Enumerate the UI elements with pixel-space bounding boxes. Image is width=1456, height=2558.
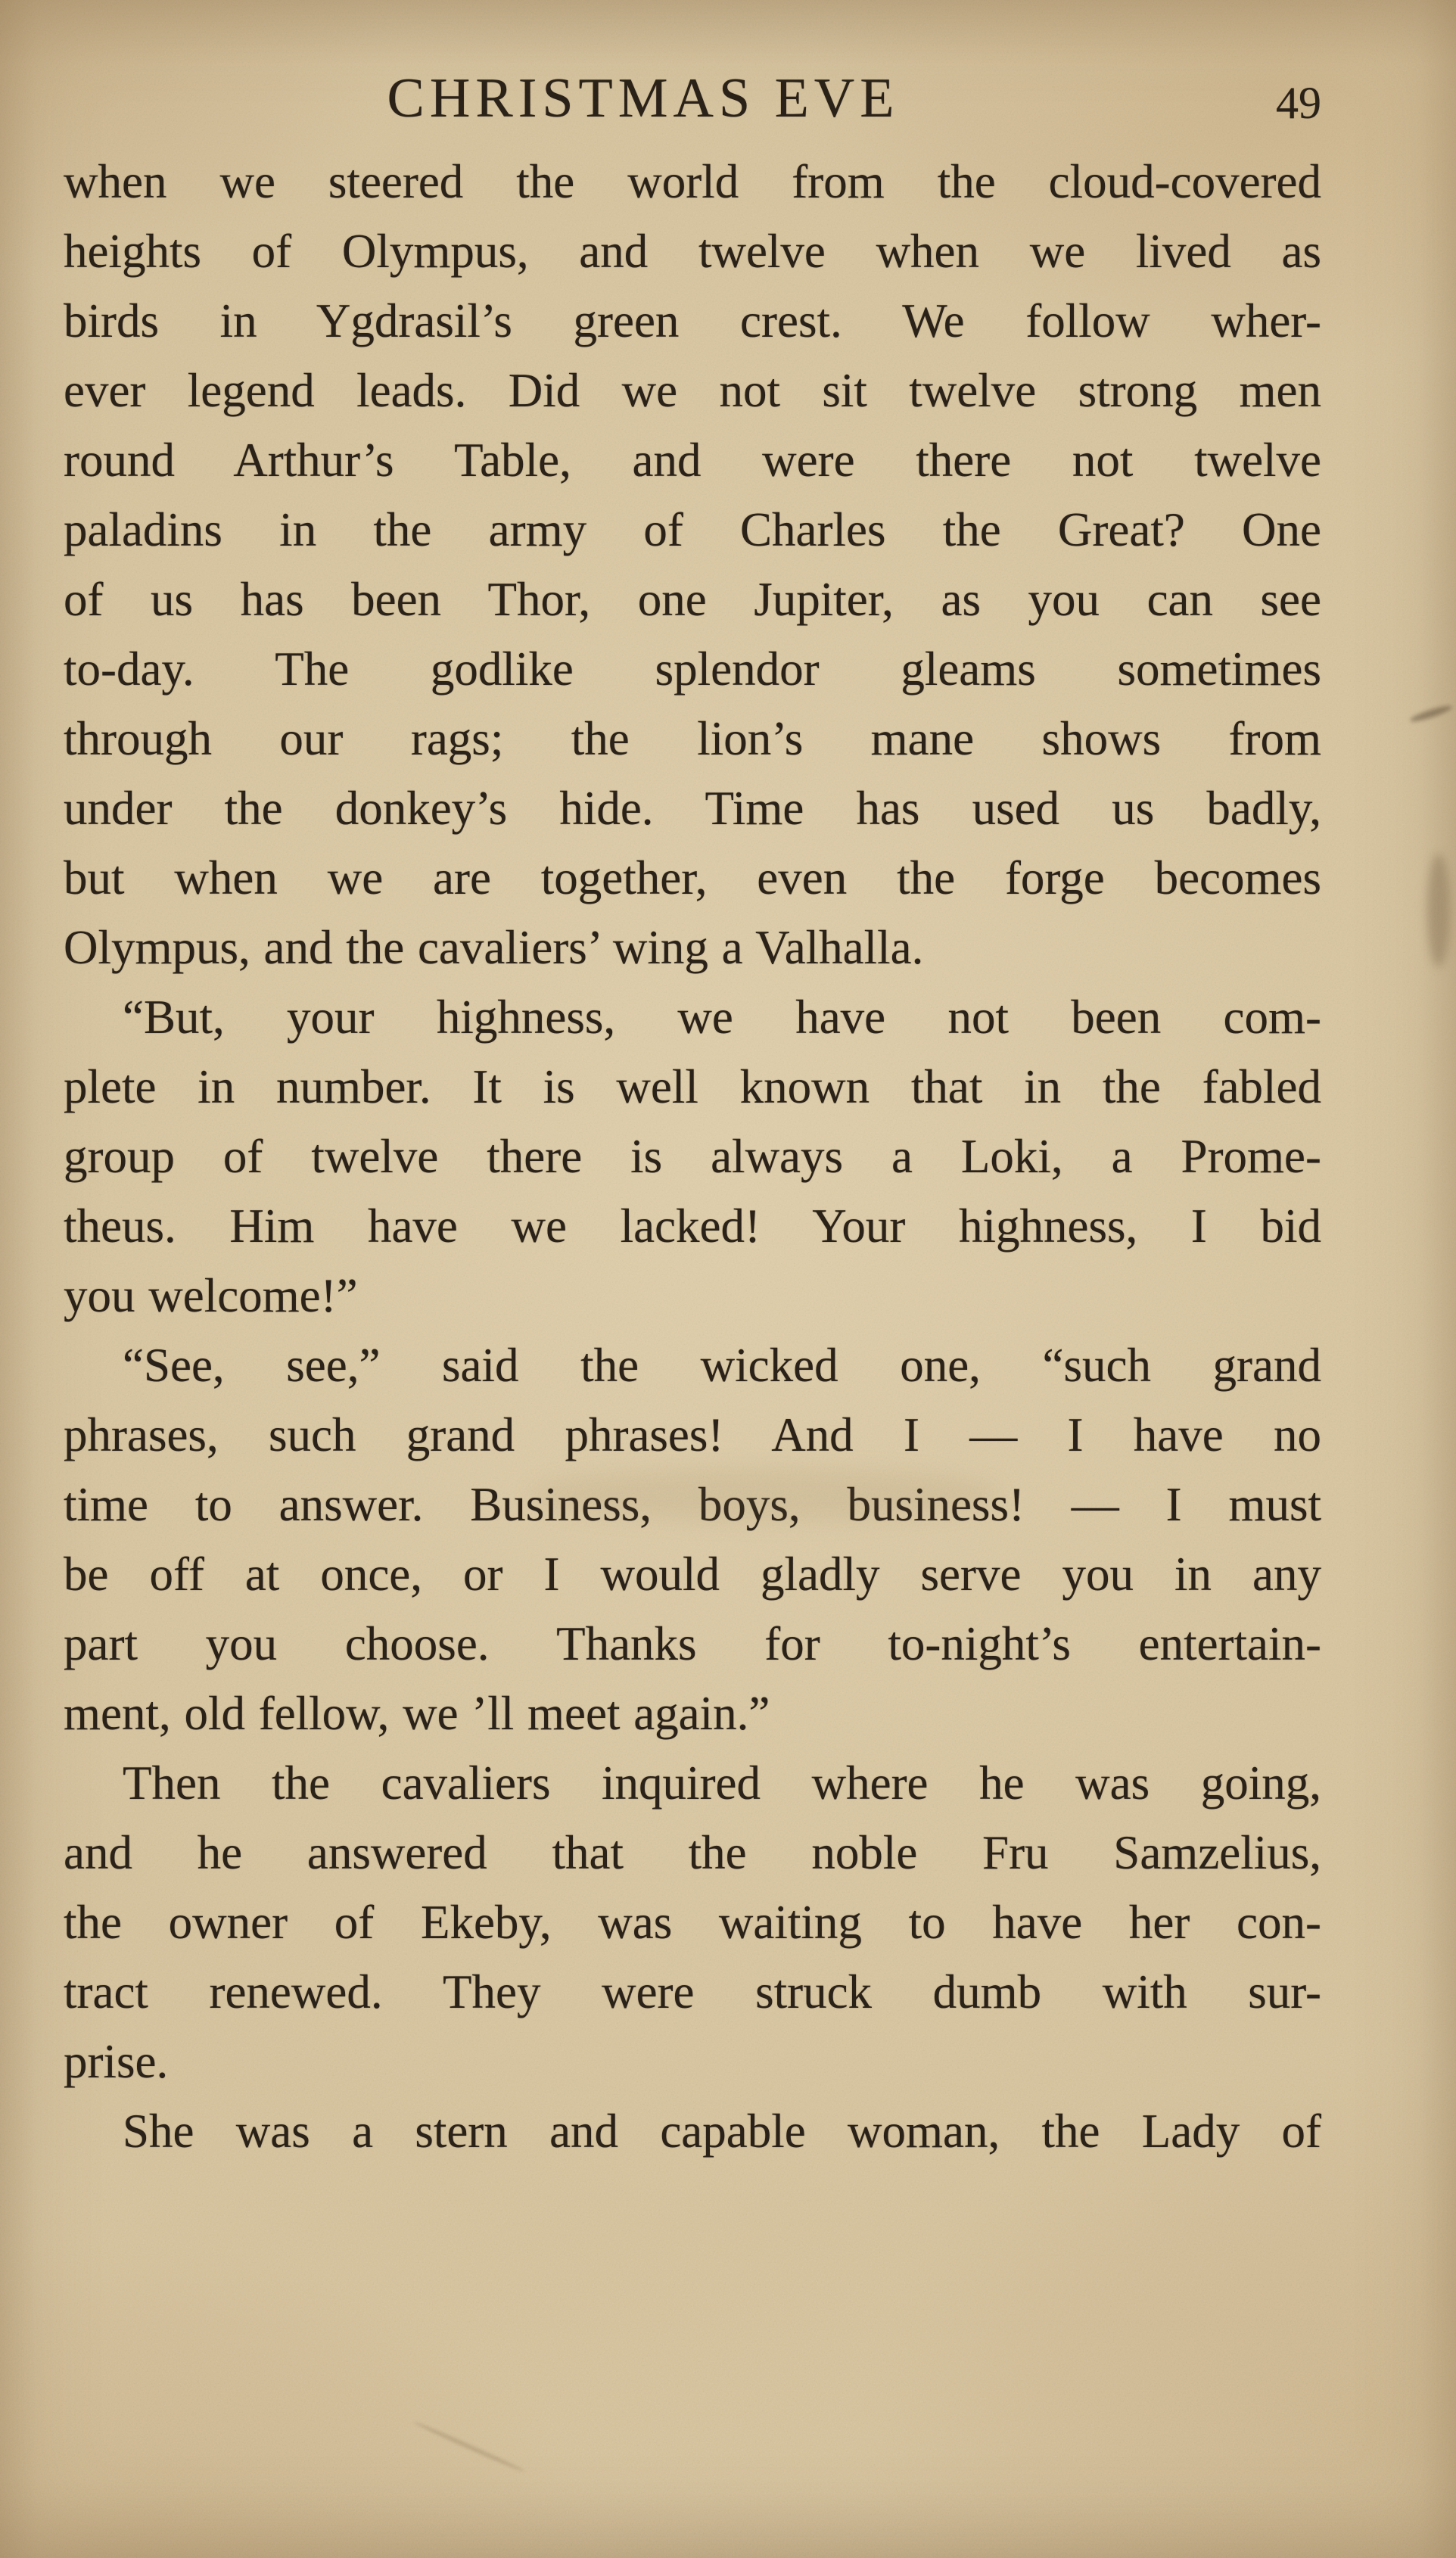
text-line: time to answer. Business, boys, business! — I must	[64, 1478, 1321, 1531]
page-edge-shadow	[1427, 854, 1450, 967]
text-line: round Arthur’s Table, and were there not twelve	[64, 434, 1321, 487]
text-line: tract renewed. They were struck dumb with sur-	[64, 1965, 1321, 2018]
text-line: through our rags; the lion’s mane shows from	[64, 712, 1321, 765]
text-line: paladins in the army of Charles the Great? One	[64, 503, 1321, 556]
text-line: but when we are together, even the forge becomes	[64, 851, 1321, 904]
ink-smudge	[1409, 703, 1453, 724]
text-line: part you choose. Thanks for to-night’s entertain-	[64, 1617, 1321, 1670]
text-line: birds in Ygdrasil’s green crest. We follow wher-	[64, 294, 1321, 347]
text-line: under the donkey’s hide. Time has used us badly,	[64, 782, 1321, 835]
text-line: Olympus, and the cavaliers’ wing a Valhalla.	[64, 921, 924, 974]
text-line: She was a stern and capable woman, the Lady of	[123, 2105, 1321, 2158]
text-line: heights of Olympus, and twelve when we lived as	[64, 225, 1321, 278]
paper-scratch	[413, 2420, 526, 2474]
text-line: and he answered that the noble Fru Samzelius,	[64, 1826, 1321, 1879]
text-line: theus. Him have we lacked! Your highness, I bid	[64, 1200, 1321, 1253]
text-line: group of twelve there is always a Loki, a Prome-	[64, 1130, 1321, 1183]
body-text	[64, 147, 1321, 2166]
page-header	[64, 67, 1321, 142]
text-line: “See, see,” said the wicked one, “such grand	[123, 1339, 1321, 1392]
text-line: to-day. The godlike splendor gleams sometimes	[64, 643, 1321, 696]
text-line: be off at once, or I would gladly serve you in any	[64, 1548, 1321, 1601]
text-line: plete in number. It is well known that in the fabled	[64, 1060, 1321, 1113]
page-header-title: CHRISTMAS EVE	[387, 67, 900, 129]
text-line: of us has been Thor, one Jupiter, as you can see	[64, 573, 1321, 626]
text-line: “But, your highness, we have not been com-	[123, 991, 1321, 1044]
text-line: phrases, such grand phrases! And I — I have no	[64, 1408, 1321, 1461]
text-line: ever legend leads. Did we not sit twelve strong men	[64, 364, 1321, 417]
text-line: when we steered the world from the cloud-covered	[64, 155, 1321, 208]
text-line: prise.	[64, 2035, 169, 2088]
page-number: 49	[1276, 78, 1321, 128]
text-line: the owner of Ekeby, was waiting to have her con-	[64, 1896, 1321, 1949]
text-line: you welcome!”	[64, 1269, 358, 1322]
text-line: ment, old fellow, we ’ll meet again.”	[64, 1687, 770, 1740]
text-line: Then the cavaliers inquired where he was going,	[123, 1757, 1321, 1810]
